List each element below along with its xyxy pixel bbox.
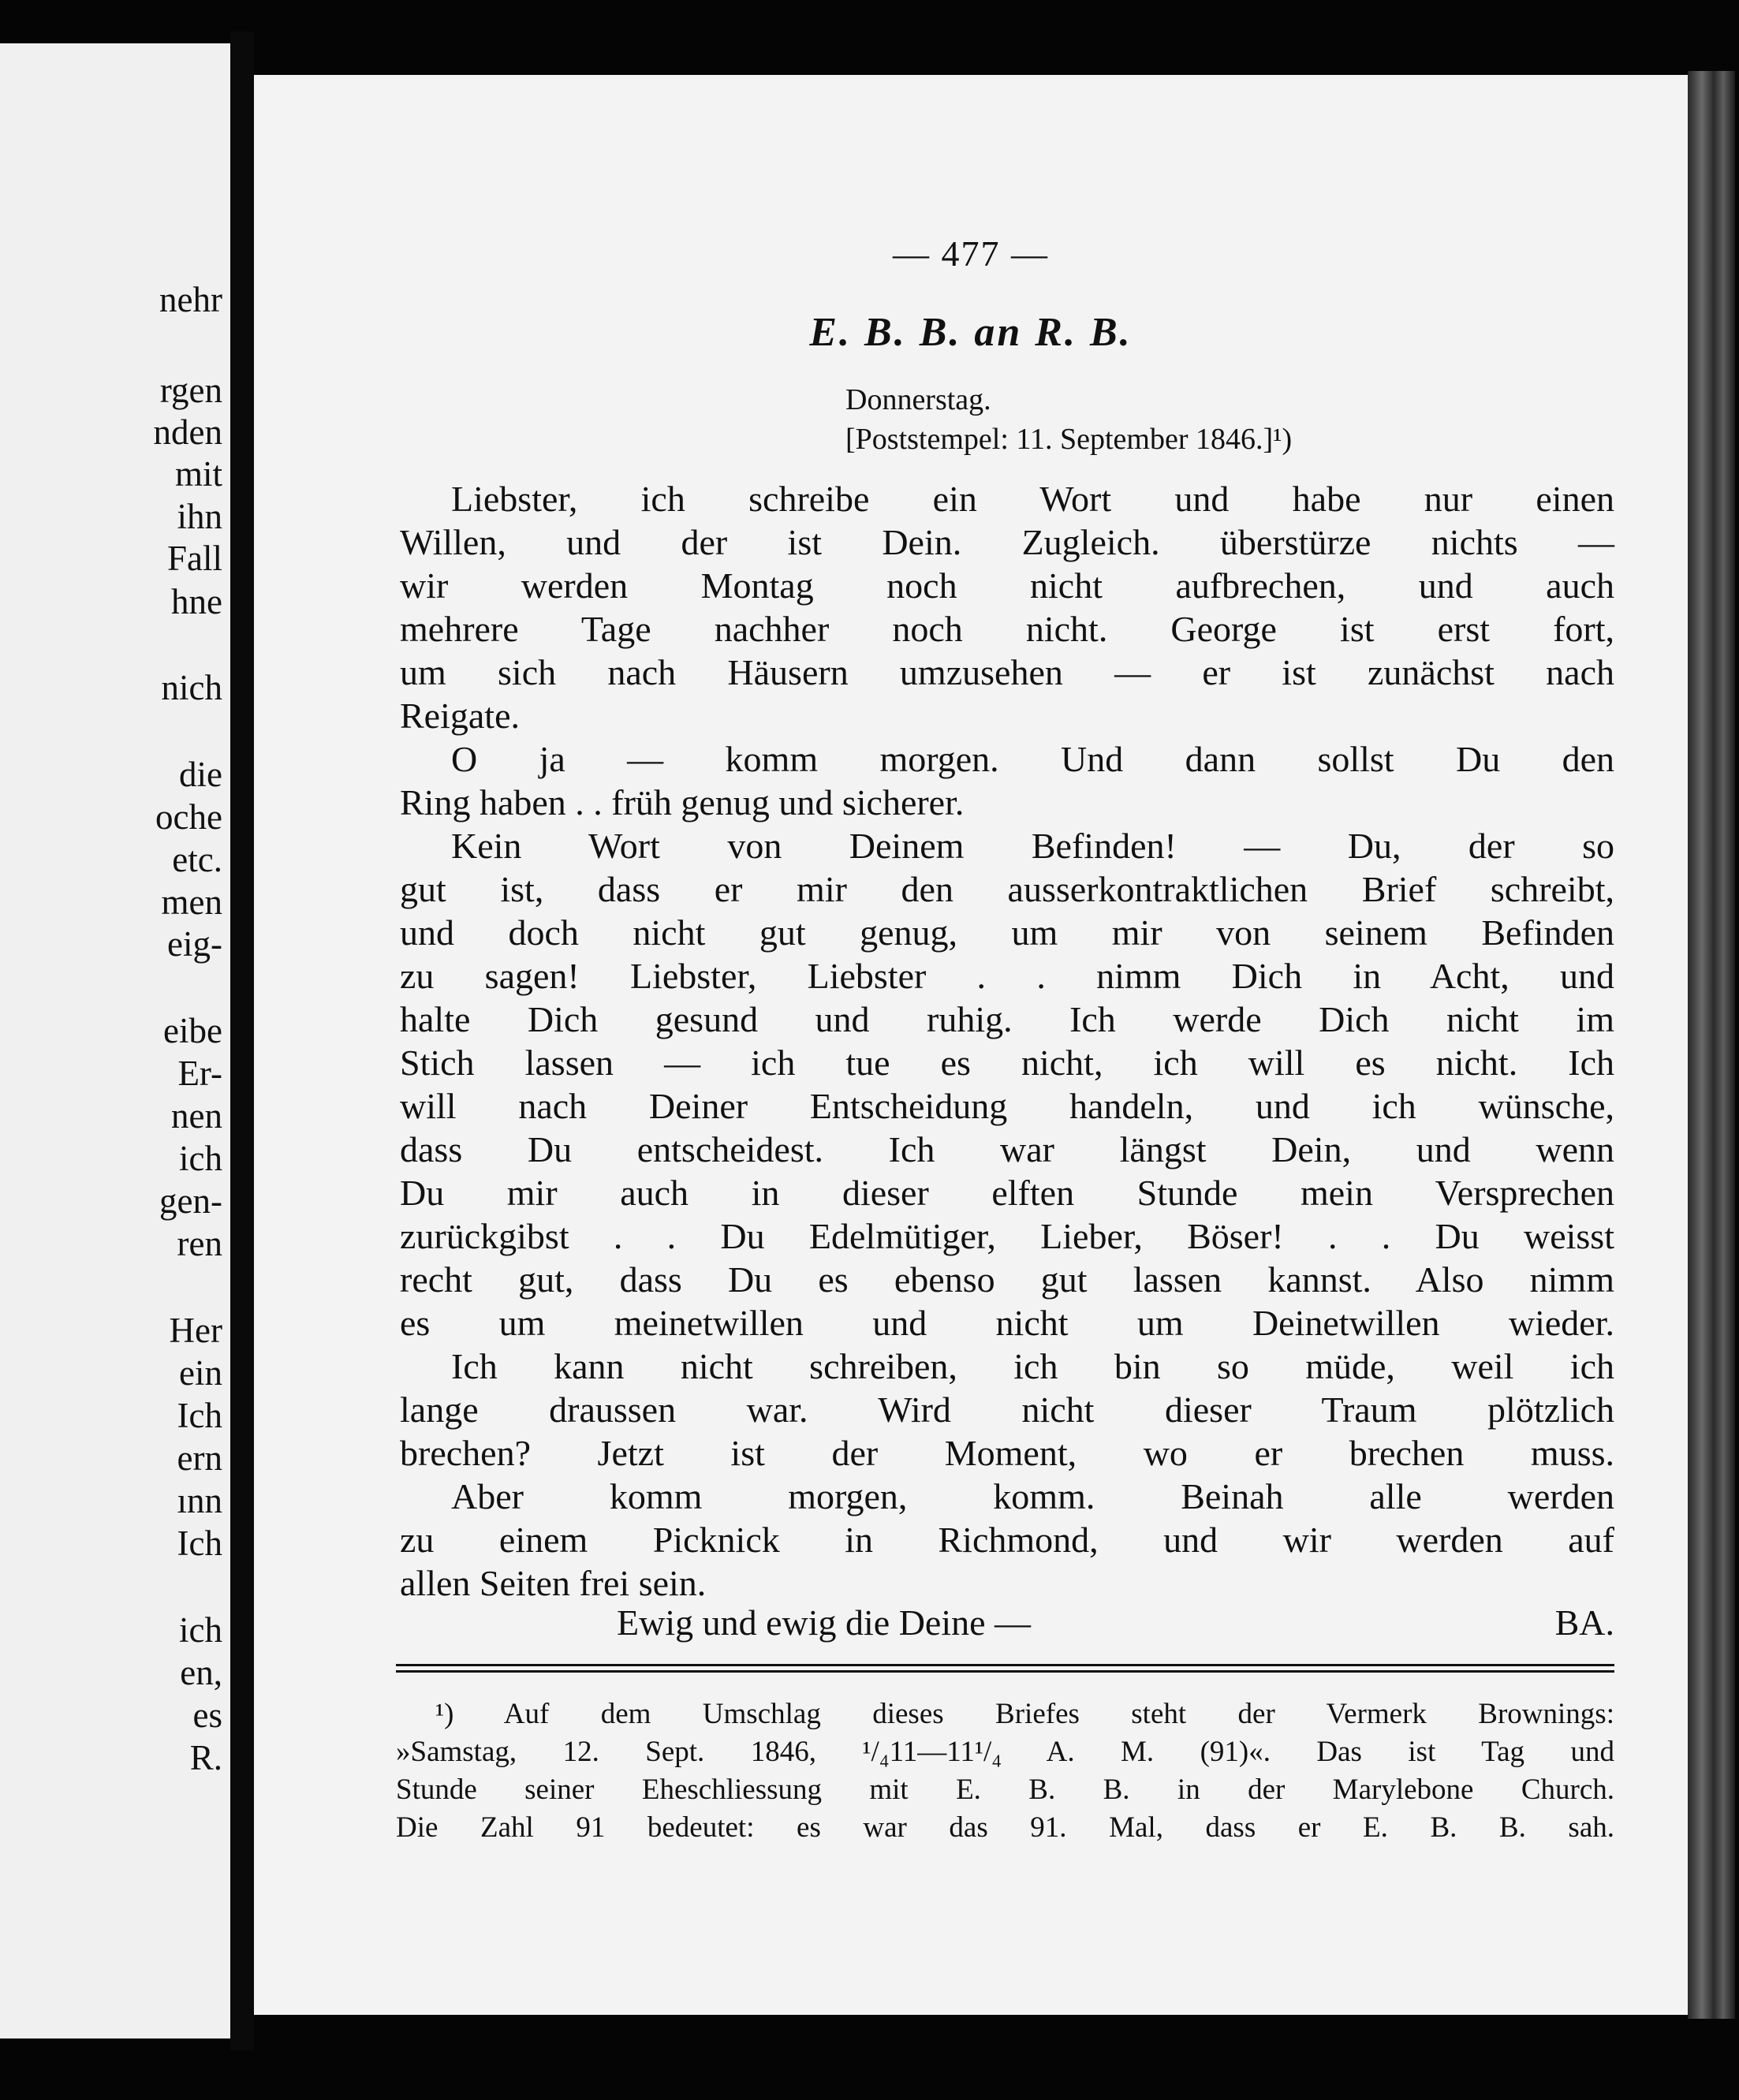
- body-line: brechen? Jetzt ist der Moment, wo er brechen muss.: [400, 1433, 1614, 1473]
- footnote-rule: [396, 1664, 1614, 1666]
- left-page-line: en,: [180, 1653, 222, 1692]
- footnote-line: Stunde seiner Eheschliessung mit E. B. B. in der Marylebone Church.: [396, 1774, 1614, 1806]
- body-line: Kein Wort von Deinem Befinden! — Du, der so: [451, 826, 1614, 866]
- left-page-line: es: [192, 1695, 222, 1735]
- left-page-line: nen: [171, 1096, 222, 1136]
- letter-closing: [617, 1602, 1614, 1643]
- body-line: Stich lassen — ich tue es nicht, ich will es nicht. Ich: [400, 1043, 1614, 1083]
- left-page-line: Her: [169, 1311, 222, 1350]
- body-line: zu einem Picknick in Richmond, und wir werden auf: [400, 1520, 1614, 1560]
- body-line: O ja — komm morgen. Und dann sollst Du den: [451, 739, 1614, 779]
- left-page-line: ein: [179, 1353, 222, 1393]
- footnote-rule: [396, 1670, 1614, 1673]
- left-page-fragment: [0, 43, 230, 2038]
- dateline-postmark: [Poststempel: 11. September 1846.]¹): [845, 423, 1293, 456]
- closing-salutation: Ewig und ewig die Deine —: [617, 1602, 1032, 1643]
- body-line: will nach Deiner Entscheidung handeln, und ich wünsche,: [400, 1086, 1614, 1126]
- left-page-line: eig-: [167, 924, 222, 964]
- left-page-line: mit: [174, 454, 222, 494]
- left-page-line: oche: [155, 797, 222, 837]
- body-line: Du mir auch in dieser elften Stunde mein Versprechen: [400, 1173, 1614, 1213]
- left-page-line: Er-: [177, 1054, 222, 1093]
- left-page-line: nden: [153, 412, 222, 452]
- letter-heading: E. B. B. an R. B.: [809, 310, 1133, 355]
- left-page-line: Ich: [177, 1524, 222, 1563]
- book-gutter: [230, 32, 254, 2050]
- page-number: — 477 —: [893, 233, 1049, 274]
- left-page-line: men: [161, 882, 222, 922]
- left-page-line: nich: [161, 668, 222, 707]
- body-line: Reigate.: [400, 696, 520, 736]
- body-line: dass Du entscheidest. Ich war längst Dein, und wenn: [400, 1129, 1614, 1169]
- left-page-line: die: [179, 755, 222, 794]
- body-line: halte Dich gesund und ruhig. Ich werde Dich nicht im: [400, 999, 1614, 1039]
- body-line: gut ist, dass er mir den ausserkontraktlichen Brief schreibt,: [400, 869, 1614, 909]
- body-line: um sich nach Häusern umzusehen — er ist zunächst nach: [400, 652, 1614, 692]
- left-page-line: R.: [189, 1738, 222, 1777]
- signature: BA.: [1554, 1602, 1614, 1643]
- left-page-line: eibe: [163, 1011, 222, 1050]
- book-page-edges: [1688, 71, 1735, 2019]
- left-page-line: Ich: [177, 1396, 222, 1435]
- body-line: und doch nicht gut genug, um mir von seinem Befinden: [400, 912, 1614, 953]
- left-page-line: ihn: [177, 497, 222, 536]
- left-page-line: ern: [177, 1438, 222, 1478]
- dateline-day: Donnerstag.: [845, 383, 991, 416]
- left-page-line: ren: [177, 1224, 222, 1263]
- body-line: allen Seiten frei sein.: [400, 1563, 707, 1603]
- body-line: mehrere Tage nachher noch nicht. George ist erst fort,: [400, 609, 1614, 649]
- body-line: zu sagen! Liebster, Liebster . . nimm Dich in Acht, und: [400, 956, 1614, 996]
- left-page-line: gen-: [159, 1181, 222, 1221]
- left-page-line: etc.: [172, 840, 222, 879]
- body-line: Aber komm morgen, komm. Beinah alle werden: [451, 1476, 1614, 1516]
- left-page-line: ınn: [177, 1481, 222, 1520]
- body-line: recht gut, dass Du es ebenso gut lassen kannst. Also nimm: [400, 1259, 1614, 1300]
- body-line: Liebster, ich schreibe ein Wort und habe nur einen: [451, 479, 1614, 519]
- left-page-line: rgen: [159, 371, 222, 410]
- body-line: Ring haben . . früh genug und sicherer.: [400, 782, 965, 822]
- footnote-line: ¹) Auf dem Umschlag dieses Briefes steht der Vermerk Brownings:: [435, 1698, 1614, 1730]
- right-page: [254, 75, 1688, 2015]
- footnote-line: »Samstag, 12. Sept. 1846, ¹/₄11—11¹/₄ A. M. (91)«. Das ist Tag und: [396, 1736, 1614, 1768]
- footnote-line: Die Zahl 91 bedeutet: es war das 91. Mal, dass er E. B. B. sah.: [396, 1811, 1614, 1844]
- left-page-line: Fall: [166, 539, 222, 578]
- body-line: es um meinetwillen und nicht um Deinetwillen wieder.: [400, 1303, 1614, 1343]
- body-line: lange draussen war. Wird nicht dieser Traum plötzlich: [400, 1389, 1614, 1430]
- body-line: Willen, und der ist Dein. Zugleich. überstürze nichts —: [400, 522, 1614, 562]
- left-page-line: ich: [179, 1139, 222, 1178]
- body-line: wir werden Montag noch nicht aufbrechen, und auch: [400, 565, 1614, 606]
- body-line: Ich kann nicht schreiben, ich bin so müde, weil ich: [451, 1346, 1614, 1386]
- left-page-line: ich: [179, 1610, 222, 1650]
- left-page-line: hne: [171, 582, 222, 621]
- body-line: zurückgibst . . Du Edelmütiger, Lieber, Böser! . . Du weisst: [400, 1216, 1614, 1256]
- left-page-line: nehr: [159, 280, 222, 319]
